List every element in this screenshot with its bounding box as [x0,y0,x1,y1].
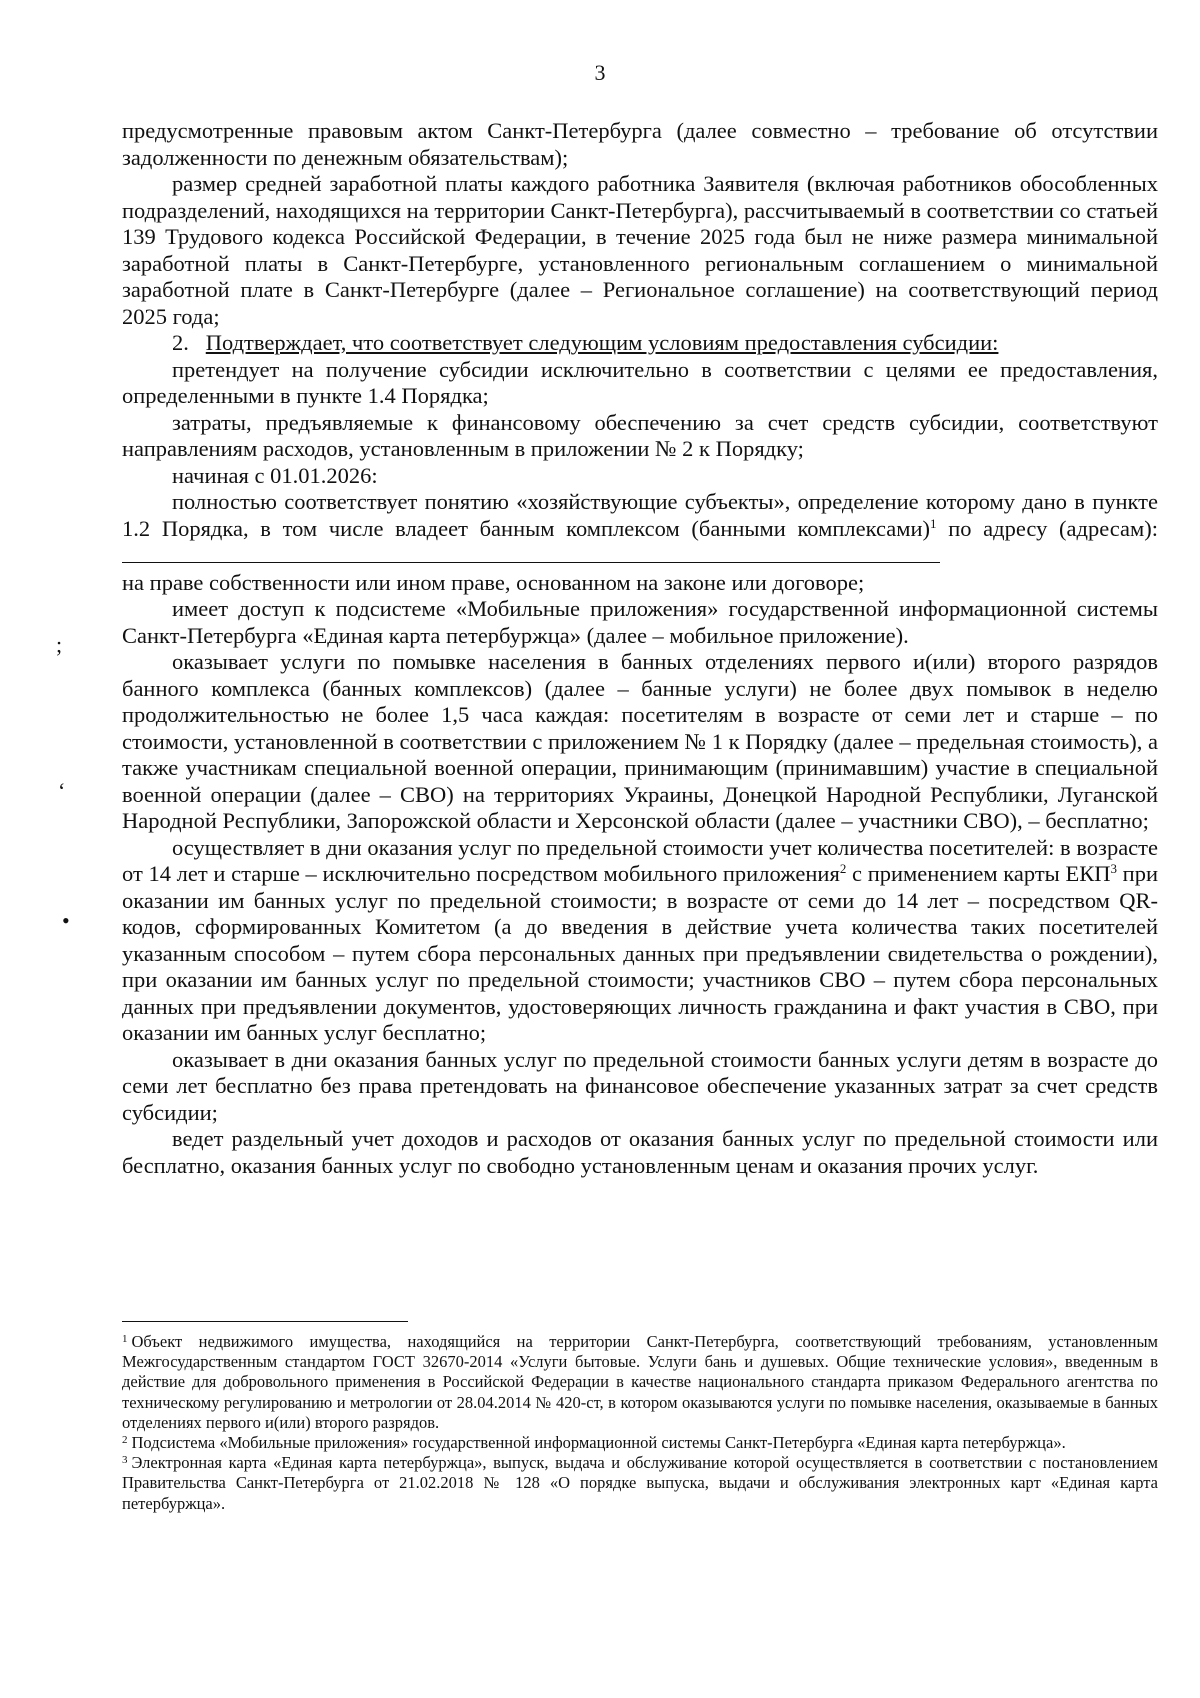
paragraph: ведет раздельный учет доходов и расходов от оказания банных услуг по предельной стоимости или бесплатно, оказания банных услуг по свободно установленным ценам и оказания прочих услуг. [122,1126,1158,1178]
footnote-ref-1: 1 [930,515,937,531]
paragraph: размер средней заработной платы каждого работника Заявителя (включая работников обособленных подразделений, находящихся на территории Санкт-Петербурга), рассчитываемый в соответствии со статьей 139 Трудового кодекса Российской Федерации, в течение 2025 года был не ниже размера минимальной заработной платы в Санкт-Петербурге, установленного региональным соглашением о минимальной заработной плате в Санкт-Петербурге (далее – Региональное соглашение) на соответствующий период 2025 года; [122,171,1158,329]
paragraph: оказывает услуги по помывке населения в банных отделениях первого и(или) второго разрядов банного комплекса (банных комплексов) (далее – банные услуги) не более двух помывок в неделю продолжительностью не более 1,5 часа каждая: посетителям в возрасте от семи лет и старше – по стоимости, установленной в соответствии с приложением № 1 к Порядку (далее – предельная стоимость), а также участникам специальной военной операции, принимающим (принимавшим) участие в специальной военной операции (далее – СВО) на территориях Украины, Донецкой Народной Республики, Луганской Народной Республики, Запорожской области и Херсонской области (далее – участники СВО), – бесплатно; [122,649,1158,833]
footnote-number: 1 [122,1333,128,1345]
footnote-divider [122,1321,408,1322]
section-title: Подтверждает, что соответствует следующим условиям предоставления субсидии: [205,330,999,355]
text-span: по адресу (адресам): [936,515,1158,541]
text-span: полностью соответствует понятию «хозяйствующие субъекты», определение которому дано в пункте 1.2 Порядка, в том числе владеет банным комплексом (банными комплексами) [122,489,1158,541]
paragraph: начиная с 01.01.2026: [172,462,378,488]
page-number: 3 [594,60,606,85]
section-heading-2 [122,330,1158,357]
margin-mark: ʻ [58,778,66,803]
footnote-ref-2: 2 [839,861,847,876]
margin-mark: • [62,908,70,933]
paragraph: предусмотренные правовым актом Санкт-Петербурга (далее совместно – требование об отсутствии задолженности по денежным обязательствам); [122,118,1158,170]
footnote-2 [122,1433,1158,1453]
paragraph: имеет доступ к подсистеме «Мобильные приложения» государственной информационной системы Санкт-Петербурга «Единая карта петербуржца» (далее – мобильное приложение). [122,596,1158,648]
text-span: при оказании им банных услуг по предельной стоимости; в возрасте от семи до 14 лет – посредством QR-кодов, сформированных Комитетом (а до введения в действие учета количества таких посетителей указанным способом – путем сбора персональных данных при предъявлении свидетельства о рождении), при оказании им банных услуг по предельной стоимости; участников СВО – путем сбора персональных данных при предъявлении документов, удостоверяющих личность гражданина и факт участия в СВО, при оказании им банных услуг бесплатно; [122,861,1158,1045]
footnotes [122,1332,1158,1514]
text-span: осуществляет в дни оказания услуг по предельной стоимости учет количества посетителей: в возрасте от 14 лет и старше – исключительно посредством мобильного приложения [122,834,1158,886]
paragraph: затраты, предъявляемые к финансовому обеспечению за счет средств субсидии, соответствуют направлениям расходов, установленным в приложении № 2 к Порядку; [122,409,1158,461]
paragraph-accounting [122,835,1158,1047]
footnote-text: Подсистема «Мобильные приложения» государственной информационной системы Санкт-Петербурга «Единая карта петербуржца». [131,1433,1066,1453]
text-span: с применением карты ЕКП [846,861,1111,886]
footnote-1 [122,1332,1158,1433]
document-body [122,118,1158,1179]
margin-mark: ; [56,632,63,657]
paragraph: претендует на получение субсидии исключительно в соответствии с целями ее предоставления, определенными в пункте 1.4 Порядка; [122,356,1158,408]
address-blank-line [122,542,940,563]
paragraph-address [122,489,1158,570]
paragraph: оказывает в дни оказания банных услуг по предельной стоимости банных услуги детям в возрасте до семи лет бесплатно без права претендовать на финансовое обеспечение указанных затрат за счет средств субсидии; [122,1046,1158,1125]
footnote-text: Объект недвижимого имущества, находящийся на территории Санкт-Петербурга, соответствующий требованиям, установленным Межгосударственным стандартом ГОСТ 32670-2014 «Услуги бытовые. Услуги бань и душевых. Общие технические условия», введенным в действие для добровольного применения в Российской Федерации в качестве национального стандарта приказом Федерального агентства по техническому регулированию и метрологии от 28.04.2014 № 420-ст, в котором оказываются услуги по помывке населения, оказываемые в банных отделениях первого и(или) второго разрядов. [122,1332,1158,1432]
footnote-3 [122,1453,1158,1514]
footnote-number: 3 [122,1454,128,1467]
footnote-ref-3: 3 [1110,861,1117,876]
footnote-text: Электронная карта «Единая карта петербуржца», выпуск, выдача и обслуживание которой осуществляется в соответствии с постановлением Правительства Санкт-Петербурга от 21.02.2018 № 128 «О порядке выпуска, выдачи и обслуживания электронных карт «Единая карта петербуржца». [122,1453,1158,1513]
footnote-number: 2 [122,1434,128,1447]
section-number: 2. [172,330,189,355]
paragraph: на праве собственности или ином праве, основанном на законе или договоре; [122,569,865,595]
